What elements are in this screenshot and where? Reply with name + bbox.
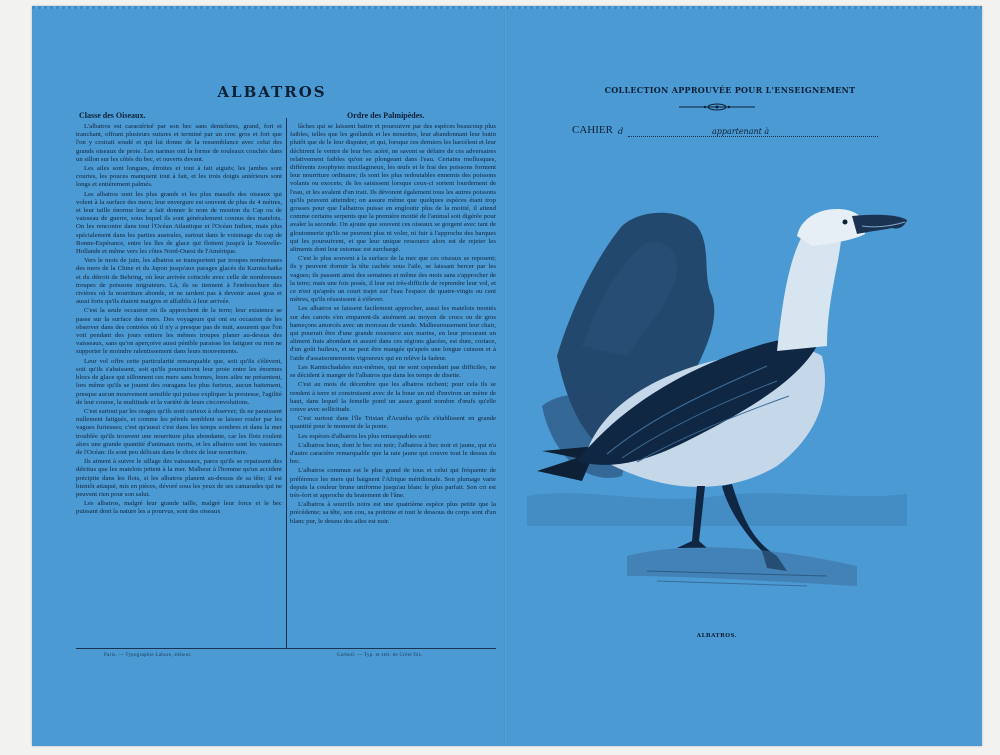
albatross-engraving: [527, 196, 907, 626]
paragraph: L'albatros brun, dont le bec est noir; l'albatros à bec noir et jaune, qui n'a d'autre caractère remarquable que la raie jaune qui couvre tout le dessus du bec.: [290, 441, 496, 466]
paragraph: Les albatros sont les plus grands et les plus massifs des oiseaux qui volent à la surface des mers; leur envergure est souvent de plus de 4 mètres, et leur taille énorme leur a fait donner le nom de mouton du Cap ou de vaisseau de guerre, sous lequel ils sont généralement connus des matelots. On les rencontre dans tout l'Océan Atlantique et l'Océan Indien, mais plus spécialement dans les parties australes, surtout dans le voisinage du cap de Bonne-Espérance, entre les îles de glace qui flottent jusqu'à la Nouvelle-Hollande et même vers les côtes Nord-Ouest de l'Amérique.: [76, 190, 282, 256]
collection-heading: COLLECTION APPROUVÉE POUR L'ENSEIGNEMENT: [604, 85, 856, 95]
paragraph: Ils aiment à suivre le sillage des vaisseaux, parce qu'ils se repaissent des détritus que les matelots jettent à la mer. Malheur à l'homme qu'un accident précipite dans les flots, si les albatros planent au-dessus de sa tête; il est bientôt attaqué, mis en pièces, dévoré sous les yeux de ses camarades qui ne peuvent rien pour son salut.: [76, 458, 282, 498]
cahier-cover-sheet: [32, 6, 982, 746]
paper-top-edge: [32, 6, 982, 9]
article-column-1: [76, 123, 282, 643]
classe-label: Classe des Oiseaux.: [79, 111, 146, 120]
illustration-caption: ALBATROS.: [696, 633, 738, 639]
paragraph: C'est le plus souvent à la surface de la mer que ces oiseaux se reposent; ils y peuvent dormir la tête cachée sous l'aile, se laissant bercer par les vagues; ils passent ainsi des semaines et même des mois sans s'approcher de la terre; mais une fois posés, il leur est très-difficile de reprendre leur vol, et ce n'est qu'après un court trajet sur l'eau l'espace de quatre-vingts ou cent mètres, qu'ils réussissent à s'élever.: [290, 255, 496, 304]
article-column-2: [290, 123, 496, 643]
footer-rule: [76, 648, 496, 649]
column-divider: [286, 118, 287, 648]
cahier-preposition: d: [618, 127, 624, 136]
center-fold: [504, 6, 506, 746]
paragraph: C'est la seule occasion où ils approchent de la terre; leur existence se passe sur la surface des mers. Des voyageurs qui ont eu occasion de les observer dans des contrées où il n'y a presque pas de nuit, assurent que l'on voit pendant des jours entiers les mêmes troupes planer au-dessus des vaisseaux, sans qu'on aperçoive aussi pénible paraisse les fatiguer ou rien ne supporter le moindre ralentissement dans leurs mouvements.: [76, 307, 282, 356]
paragraph: L'albatros commun est le plus grand de tous et celui qui fréquente de préférence les mers qui baignent l'Afrique méridionale. Son plumage varie depuis la couleur brune uniforme jusqu'au blanc le plus parfait. Son cri est très-fort et approche du braiement de l'âne.: [290, 467, 496, 499]
paragraph: C'est au mois de décembre que les albatros nichent; pour cela ils se rendent à terre et construisent avec de la boue un nid d'environ un mètre de haut, dans lequel la femelle pond un assez grand nombre d'œufs qu'elle couve avec sollicitude.: [290, 381, 496, 413]
paragraph: Les albatros, malgré leur grande taille, malgré leur force et le bec puissant dont la nature les a pourvus, sont des oiseaux: [76, 500, 282, 516]
article-title: ALBATROS: [217, 83, 327, 101]
paragraph: L'albatros est caractérisé par son bec sans dentelures, grand, fort et tranchant, offrant plusieurs sutures et terminé par un croc gros et fort que l'on y croirait soudé et qui lui donne de la ressemblance avec celui des grands oiseaux de proie. Les narines ont la forme de rouleaux couchés dans un sillon sur les côtés du bec, et ouverts devant.: [76, 123, 282, 163]
ordre-label: Ordre des Palmipèdes.: [347, 111, 425, 120]
paragraph: lâches qui se laissent battre et poursuivre par des espèces beaucoup plus faibles, telles que les goélands et les mouettes, leur abandonnant leur butin plutôt que de le leur disputer, et qui, lorsque ces derniers les harcèlent et leur déchirent le ventre de leur bec acéré, ne savent se défaire de ces adversaires relativement faibles qu'en se plongeant dans l'eau. Certains mollusques, différents zoophytes mucilagineux, les œufs et le frai des poissons forment leur nourriture ordinaire; ils sont les plus redoutables ennemis des poissons volants ou exocets; ils les saisissent lorsque ceux-ci sortent lourdement de l'eau, et les avalent d'un trait. Ils dévorent également tous les autres poissons qu'ils peuvent atteindre; on assure même que quelques espèces étant trop grosses pour que l'albatros puisse en engloutir plus de la moitié, il attend comme certains serpents que la première moitié de l'animal soit digérée pour avaler la seconde. On ajoute que souvent ces oiseaux se gorgent avec tant de gloutonnerie qu'ils ne peuvent plus ni voler, ni fuir à l'approche des barques qui les poursuivent, et que leur unique ressource alors est de rejeter les aliments dont leur estomac est surchargé.: [290, 123, 496, 254]
paragraph: C'est surtout par les orages qu'ils sont curieux à observer; ils ne paraissent nullement fatigués, et comme les pétrels semblent se laisser rouler par les vagues furieuses; c'est qu'aussi c'est dans les temps sombres et dans la mer troublée qu'ils trouvent une nourriture plus abondante, car les flots roulent alors une grande quantité d'animaux morts, et les albatros sont les vautours de l'Océan: ils sont peu délicats dans le choix de leur nourriture.: [76, 407, 282, 456]
paragraph: Les ailes sont longues, étroites et tout à fait aiguës; les jambes sont courtes, les pouces manquent tout à fait, et les trois doigts antérieurs sont longs et entièrement palmés.: [76, 165, 282, 189]
paragraph: Les albatros se laissent facilement approcher, aussi les matelots montés sur des canots s'en emparent-ils aisément au moyen de crocs ou de gros hameçons amorcés avec un morceau de viande. Malheureusement leur chair, qui pourrait être d'une grande ressource aux marins, en leur procurant un aliment frais abondant et assuré dans ces régions glacées, est dure, coriace, d'un goût huileux, et ne peut être mangée qu'après une longue cuisson et à l'aide d'assaisonnements vigoureux qui en relève la fadeur.: [290, 305, 496, 362]
paragraph: C'est surtout dans l'île Tristan d'Acunha qu'ils s'établissent en grande quantité pour le moment de la ponte.: [290, 415, 496, 431]
owner-dotted-line: [628, 136, 878, 137]
appartenant-label: appartenant à: [712, 127, 770, 136]
paragraph: Vers le mois de juin, les albatros se transportent par troupes nombreuses des mers de la Chine et du Japon jusqu'aux parages glacés du Kamtschatka et du détroit de Behring, où leur arrivée coïncide avec celle de nombreuses troupes de poissons migrateurs. Là, ils se tiennent à l'embouchure des rivières où la nourriture abonde, et ne tardent pas à devenir aussi gras et aussi forts qu'ils étaient maigres et affaiblis à leur arrivée.: [76, 257, 282, 306]
paragraph: Les Kamtschadales eux-mêmes, qui ne sont cependant pas difficiles, ne se décident à manger de l'albatros que dans les temps de disette.: [290, 363, 496, 380]
cahier-label: CAHIER: [572, 124, 613, 136]
typographer-imprint: Corbeil. — Typ. et stér. de Crété fils.: [337, 653, 423, 658]
paragraph: Les espèces d'albatros les plus remarquables sont:: [298, 432, 432, 440]
paragraph: Leur vol offre cette particularité remarquable que, soit qu'ils s'élèvent, soit qu'ils s'abaissent, soit qu'ils poursuivent leur proie entre les énormes blocs de glace qui sillonnent ces mers sans bornes, leurs ailes ne présentent, lors même qu'ils se jouent des ouragans les plus furieux, aucun battement, presque aucun mouvement sensible qui puisse expliquer la prestesse, l'agilité de leur course, la multitude et la variété de leurs circonvolutions.: [76, 357, 282, 406]
paragraph: L'albatros à sourcils noirs est une quatrième espèce plus petite que la précédente; sa tête, son cou, sa poitrine et tout le dessous du corps sont d'un blanc pur, le dessus des ailes est noir.: [290, 501, 496, 525]
ornament-rule-icon: [677, 102, 757, 112]
printer-imprint: Paris. — Typographie Lahure, éditeur.: [104, 653, 192, 658]
